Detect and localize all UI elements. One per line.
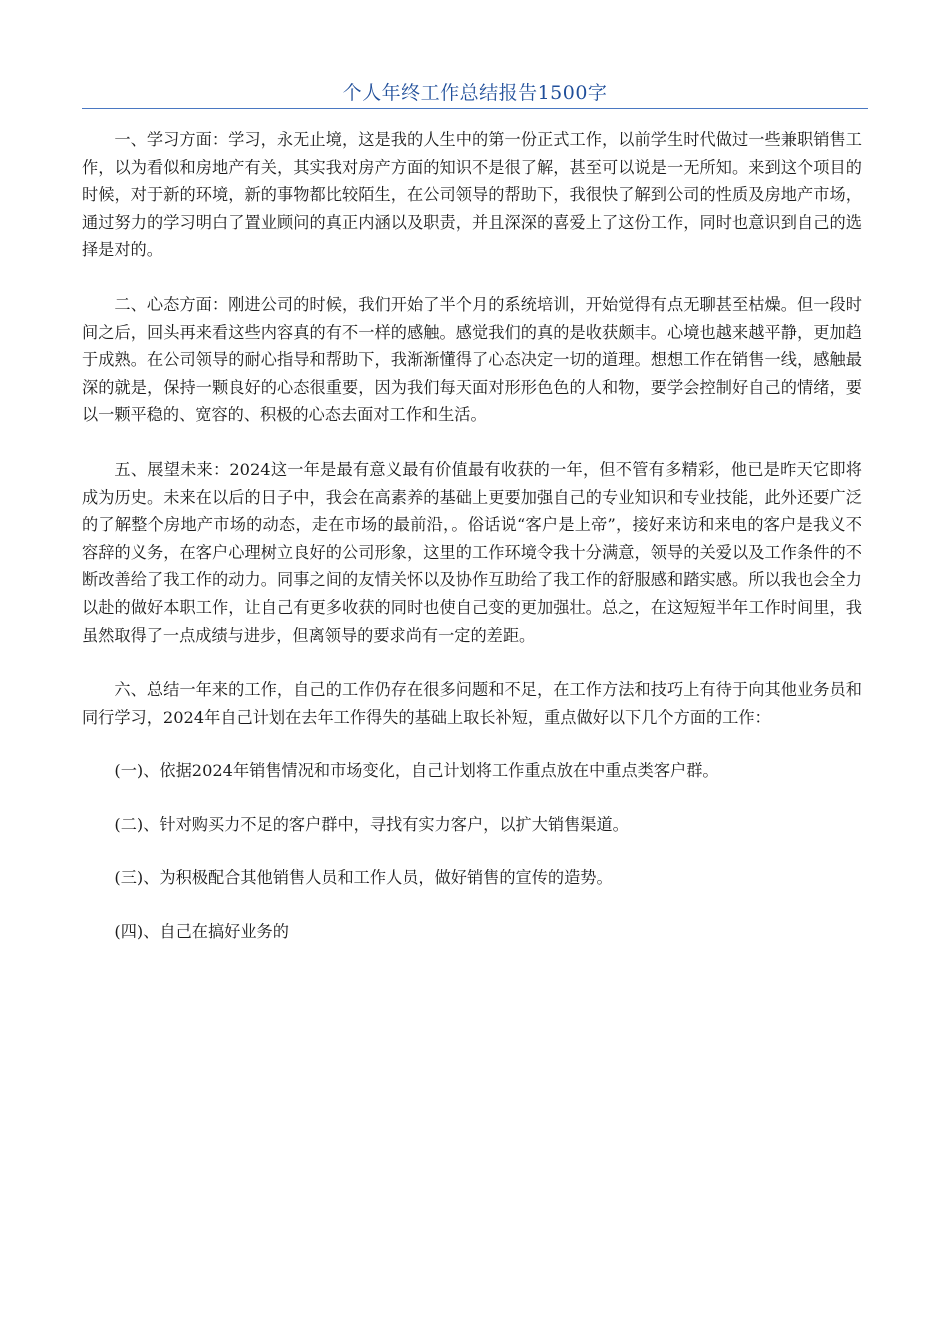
list-item: (一)、依据2024年销售情况和市场变化，自己计划将工作重点放在中重点类客户群。 — [114, 761, 719, 781]
document-title: 个人年终工作总结报告1500字 — [342, 82, 608, 104]
document-body — [82, 126, 862, 972]
paragraph-mindset: 二、心态方面：刚进公司的时候，我们开始了半个月的系统培训，开始觉得有点无聊甚至枯燥。但一段时间之后，回头再来看这些内容真的有不一样的感触。感觉我们的真的是收获颇丰。心境也越来越平静，更加趋于成熟。在公司领导的耐心指导和帮助下，我渐渐懂得了心态决定一切的道理。想想工作在销售一线，感触最深的就是，保持一颗良好的心态很重要，因为我们每天面对形形色色的人和物，要学会控制好自己的情绪，要以一颗平稳的、宽容的、积极的心态去面对工作和生活。 — [82, 294, 862, 425]
list-item: (三)、为积极配合其他销售人员和工作人员，做好销售的宣传的造势。 — [114, 868, 613, 888]
paragraph-summary: 六、总结一年来的工作，自己的工作仍存在很多问题和不足，在工作方法和技巧上有待于向其他业务员和同行学习，2024年自己计划在去年工作得失的基础上取长补短，重点做好以下几个方面的工作： — [82, 680, 862, 727]
paragraph-outlook: 五、展望未来：2024这一年是最有意义最有价值最有收获的一年，但不管有多精彩，他已是昨天它即将成为历史。未来在以后的日子中，我会在高素养的基础上更要加强自己的专业知识和专业技能，此外还要广泛的了解整个房地产市场的动态，走在市场的最前沿，。俗话说“客户是上帝”，接好来访和来电的客户是我义不容辞的义务，在客户心理树立良好的公司形象，这里的工作环境令我十分满意，领导的关爱以及工作条件的不断改善给了我工作的动力。同事之间的友情关怀以及协作互助给了我工作的舒服感和踏实感。所以我也会全力以赴的做好本职工作，让自己有更多收获的同时也使自己变的更加强壮。总之，在这短短半年工作时间里，我虽然取得了一点成绩与进步，但离领导的要求尚有一定的差距。 — [82, 459, 862, 645]
paragraph-study: 一、学习方面：学习，永无止境，这是我的人生中的第一份正式工作，以前学生时代做过一些兼职销售工作，以为看似和房地产有关，其实我对房产方面的知识不是很了解，甚至可以说是一无所知。来到这个项目的时候，对于新的环境，新的事物都比较陌生，在公司领导的帮助下，我很快了解到公司的性质及房地产市场，通过努力的学习明白了置业顾问的真正内涵以及职责，并且深深的喜爱上了这份工作，同时也意识到自己的选择是对的。 — [82, 130, 862, 260]
title-divider — [82, 108, 868, 109]
list-item: (二)、针对购买力不足的客户群中，寻找有实力客户，以扩大销售渠道。 — [114, 814, 629, 834]
list-item: (四)、自己在搞好业务的 — [114, 922, 289, 942]
